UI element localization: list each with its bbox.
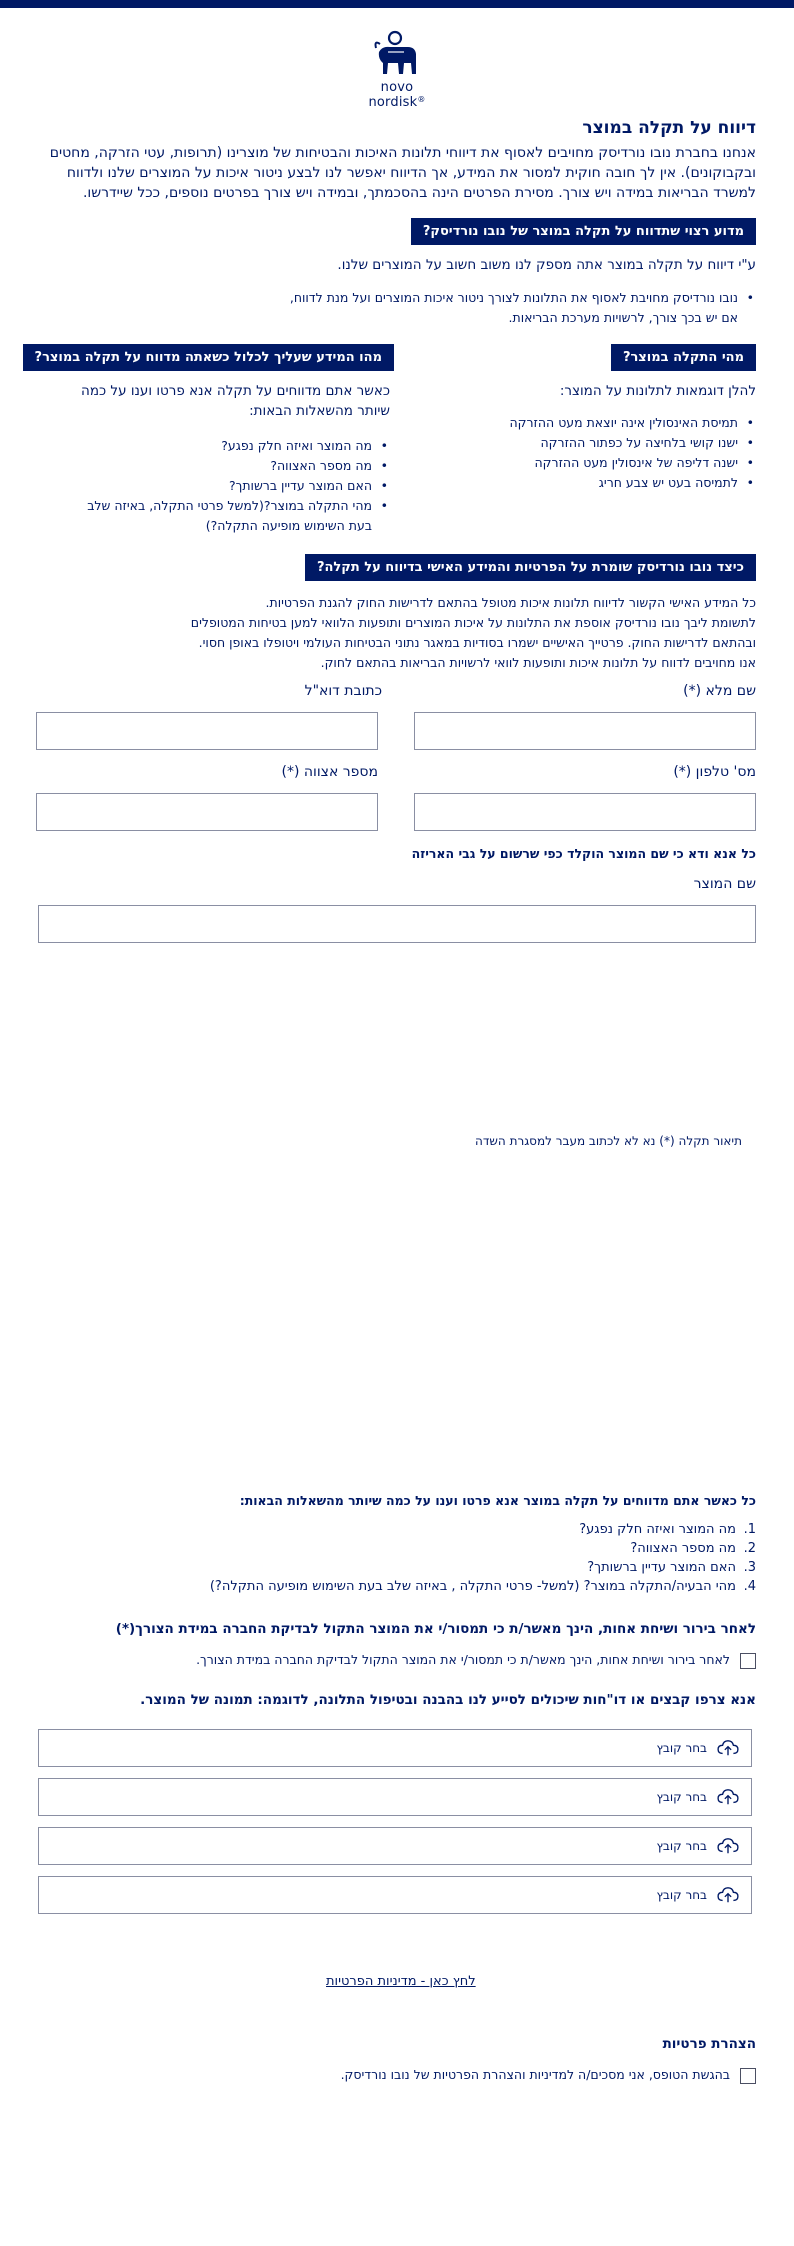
list-item: 2. מה מספר האצווה? xyxy=(630,1541,756,1556)
cloud-upload-icon xyxy=(717,1739,739,1757)
list-item: • האם המוצר עדיין ברשותך? xyxy=(50,476,390,496)
file-upload-2[interactable] xyxy=(38,1778,752,1816)
intro-paragraph: אנחנו בחברת נובו נורדיסק מחויבים לאסוף את דיווחי תלונות האיכות והבטיחות של מוצרינו (תרופות, עטי הזרקה, מחטים ובקבוקונים). אין לך חובה חוקית למסור את המידע, אך הדיווח יאפשר לנו לבצע ניטור איכות על המוצרים שלנו ולדווח למשרד הבריאות במידה ויש צורך. מסירת הפרטים הינה בהסכמתך, ובמידה ויש צורך בפרטים נוספים, ככל שיידרשו. xyxy=(49,145,756,201)
why-report-text: ע"י דיווח על תקלה במוצר אתה מספק לנו משוב חשוב על המוצרים שלנו. xyxy=(337,257,756,273)
what-is-lead: להלן דוגמאות לתלונות על המוצר: xyxy=(559,383,756,399)
privacy-heading: הצהרת פרטיות xyxy=(662,2036,756,2052)
file-upload-1[interactable] xyxy=(38,1729,752,1767)
consent-heading: לאחר בירור ושיחת אחות, הינך מאשר/ת כי תמסור/י את המוצר התקול לבדיקת החברה במידת הצורך(*) xyxy=(115,1621,756,1637)
list-item: • ישנה דליפה של אינסולין מעט ההזרקה xyxy=(456,453,756,473)
page-title: דיווח על תקלה במוצר xyxy=(582,118,756,138)
what-info-lead: כאשר אתם מדווחים על תקלה אנא פרטו וענו על כמה שיותר מהשאלות הבאות: xyxy=(81,383,390,419)
full-name-label: שם מלא (*) xyxy=(683,683,756,699)
batch-number-label: מספר אצווה (*) xyxy=(281,764,378,780)
list-item: • מה המוצר ואיזה חלק נפגע? xyxy=(50,436,390,456)
email-input[interactable] xyxy=(36,712,378,750)
privacy-consent-checkbox[interactable] xyxy=(740,2068,756,2084)
file-upload-4[interactable] xyxy=(38,1876,752,1914)
privacy-consent-label: בהגשת הטופס, אני מסכים/ה למדיניות והצהרת הפרטיות של נובו נורדיסק. xyxy=(340,2067,730,2082)
what-is-malfunction-badge: מהי התקלה במוצר? xyxy=(611,344,756,371)
questions-heading: כל כאשר אתם מדווחים על תקלה במוצר אנא פרטו וענו על כמה שיותר מהשאלות הבאות: xyxy=(239,1493,756,1508)
privacy-policy-link[interactable]: לחץ כאן - מדיניות הפרטיות xyxy=(326,1974,476,1989)
phone-input[interactable] xyxy=(414,793,756,831)
list-item: • תמיסת האינסולין אינה יוצאת מעט ההזרקה xyxy=(456,413,756,433)
choose-file-label: בחר קובץ xyxy=(656,1790,707,1804)
privacy-info-text: כל המידע האישי הקשור לדיווח תלונות איכות מטופל בהתאם לדרישות החוק להגנת הפרטיות. לתשומת ליבך נובו נורדיסק אוספת את התלונות על איכות המוצרים ותופעות הלוואי למען בטיחות המטופלים ובהתאם לדרישות החוק. פרטייך האישיים ישמרו בסודיות במאגר נתוני הבטיחות העולמי ויטופלו באופן חסוי. אנו מחויבים לדווח על תלונות איכות ותופעות לוואי לרשויות הבריאות בהתאם לחוק. xyxy=(190,595,756,670)
list-item: 4. מהי הבעיה/התקלה במוצר? (למשל- פרטי התקלה , באיזה שלב בעת השימוש מופיעה התקלה?) xyxy=(209,1579,756,1594)
logo-wordmark: novo nordisk® xyxy=(368,80,426,110)
consent-checkbox[interactable] xyxy=(740,1653,756,1669)
top-brand-bar xyxy=(0,0,794,8)
malfunction-examples-list xyxy=(456,413,756,493)
privacy-info-badge: כיצד נובו נורדיסק שומרת על הפרטיות והמידע האישי בדיווח על תקלה? xyxy=(305,554,756,581)
what-info-list xyxy=(50,436,390,536)
product-name-note: כל אנא ודא כי שם המוצר הוקלד כפי שרשום על גבי האריזה xyxy=(411,846,756,861)
consent-checkbox-label: לאחר בירור ושיחת אחות, הינך מאשר/ת כי תמסור/י את המוצר התקול לבדיקת החברה במידת הצורך. xyxy=(196,1652,730,1667)
list-item: • לתמיסה בעט יש צבע חריג xyxy=(456,473,756,493)
list-item: • ישנו קושי בלחיצה על כפתור ההזרקה xyxy=(456,433,756,453)
product-name-input[interactable] xyxy=(38,905,756,943)
email-label: כתובת דוא"ל xyxy=(304,683,382,699)
choose-file-label: בחר קובץ xyxy=(656,1888,707,1902)
choose-file-label: בחר קובץ xyxy=(656,1741,707,1755)
list-item: • מהי התקלה במוצר?(למשל פרטי התקלה, באיזה שלב בעת השימוש מופיעה התקלה?) xyxy=(50,496,390,536)
phone-label: מס' טלפון (*) xyxy=(673,764,756,780)
description-textarea[interactable] xyxy=(38,1160,756,1460)
list-item: 3. האם המוצר עדיין ברשותך? xyxy=(587,1560,756,1575)
apis-bull-logo-icon xyxy=(352,30,442,82)
cloud-upload-icon xyxy=(717,1886,739,1904)
novo-nordisk-logo xyxy=(352,30,442,110)
questions-list xyxy=(196,1520,756,1596)
list-item: • מה מספר האצווה? xyxy=(50,456,390,476)
why-report-badge: מדוע רצוי שתדווח על תקלה במוצר של נובו נורדיסק? xyxy=(411,218,756,245)
cloud-upload-icon xyxy=(717,1837,739,1855)
uploads-heading: אנא צרפו קבצים או דו"חות שיכולים לסייע לנו בהבנה ובטיפול התלונה, לדוגמה: תמונה של המוצר. xyxy=(140,1692,756,1708)
why-report-bullets xyxy=(290,288,756,328)
description-label: תיאור תקלה (*) נא לא לכתוב מעבר למסגרת השדה xyxy=(475,1134,742,1148)
choose-file-label: בחר קובץ xyxy=(656,1839,707,1853)
batch-number-input[interactable] xyxy=(36,793,378,831)
full-name-input[interactable] xyxy=(414,712,756,750)
list-item: • נובו נורדיסק מחויבת לאסוף את התלונות לצורך ניטור איכות המוצרים ועל מנת לדווח, אם יש בכך צורך, לרשויות מערכת הבריאות. xyxy=(290,288,756,328)
cloud-upload-icon xyxy=(717,1788,739,1806)
what-info-badge: מהו המידע שעליך לכלול כשאתה מדווח על תקלה במוצר? xyxy=(23,344,394,371)
product-name-label: שם המוצר xyxy=(693,876,756,892)
list-item: 1. מה המוצר ואיזה חלק נפגע? xyxy=(579,1522,756,1537)
file-upload-3[interactable] xyxy=(38,1827,752,1865)
